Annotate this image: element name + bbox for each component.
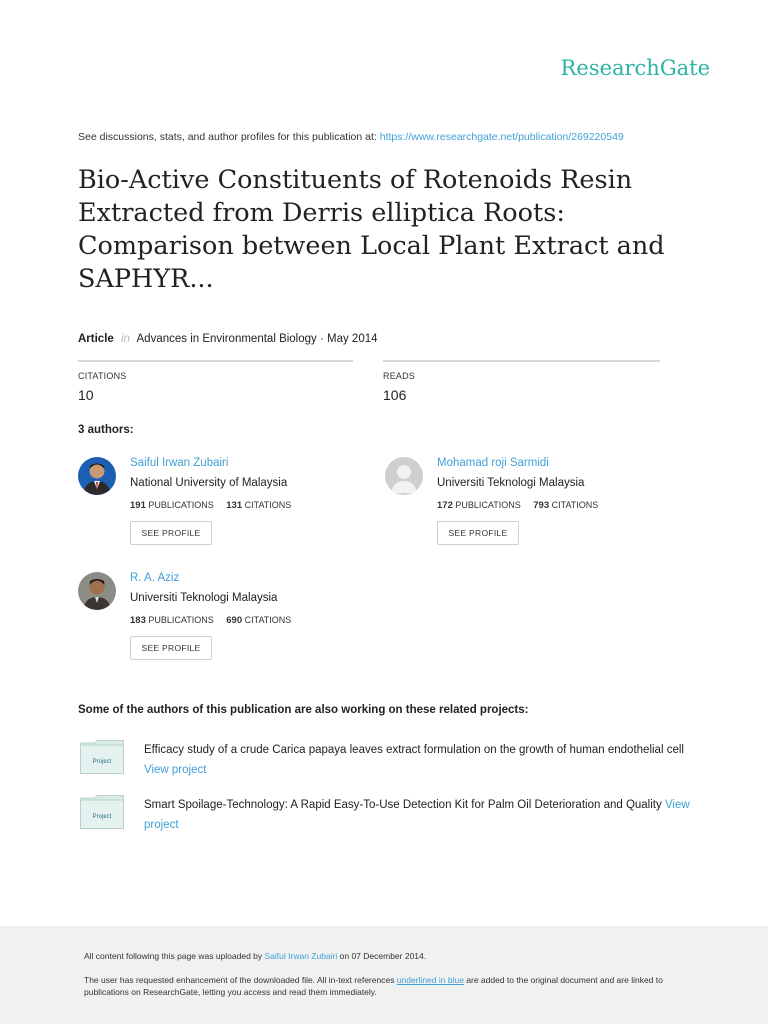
underlined-in-blue-text: underlined in blue bbox=[396, 975, 464, 985]
author-avatar[interactable] bbox=[78, 457, 116, 495]
author-citations-count: 690 bbox=[226, 615, 243, 626]
project-icon-label: Project bbox=[92, 759, 112, 765]
author-institution: Universiti Teknologi Malaysia bbox=[130, 592, 278, 604]
enhancement-text-end: are added to the original document and are linked to publications on ResearchGate, letting you access and read them immediately. bbox=[84, 975, 663, 997]
publications-count: 172 bbox=[437, 500, 453, 511]
researchgate-logo[interactable]: ResearchGate bbox=[560, 56, 710, 80]
publications-label: PUBLICATIONS bbox=[148, 500, 214, 510]
author-citations-count: 131 bbox=[226, 500, 243, 511]
publication-type: Article bbox=[78, 333, 114, 345]
see-profile-button[interactable]: SEE PROFILE bbox=[130, 636, 212, 660]
publications-label: PUBLICATIONS bbox=[148, 615, 214, 625]
citations-divider bbox=[78, 360, 353, 362]
view-project-link[interactable]: View project bbox=[144, 799, 690, 831]
publications-count: 183 bbox=[130, 615, 146, 626]
project-folder-icon bbox=[80, 740, 124, 774]
project-description bbox=[144, 795, 700, 835]
discussion-text: See discussions, stats, and author profiles for this publication at: bbox=[78, 131, 380, 143]
related-projects-heading: Some of the authors of this publication are also working on these related projects: bbox=[78, 704, 529, 716]
author-citations-label: CITATIONS bbox=[551, 500, 599, 510]
upload-note bbox=[84, 951, 426, 961]
authors-heading: 3 authors: bbox=[78, 424, 134, 436]
publications-label: PUBLICATIONS bbox=[455, 500, 521, 510]
author-name-link[interactable]: Saiful Irwan Zubairi bbox=[130, 457, 229, 469]
journal-info: Advances in Environmental Biology · May 2014 bbox=[136, 333, 378, 345]
discussion-line bbox=[78, 131, 624, 143]
reads-label: READS bbox=[383, 371, 416, 381]
author-citations-count: 793 bbox=[533, 500, 550, 511]
see-profile-button[interactable]: SEE PROFILE bbox=[130, 521, 212, 545]
author-institution: National University of Malaysia bbox=[130, 477, 288, 489]
author-name-link[interactable]: R. A. Aziz bbox=[130, 572, 180, 584]
uploader-link[interactable]: Saiful Irwan Zubairi bbox=[264, 951, 338, 961]
author-card bbox=[78, 457, 378, 557]
project-title: Smart Spoilage-Technology: A Rapid Easy-To-Use Detection Kit for Palm Oil Deterioration and Quality bbox=[144, 799, 665, 811]
publication-meta bbox=[78, 333, 378, 345]
project-title: Efficacy study of a crude Carica papaya leaves extract formulation on the growth of human endothelial cell bbox=[144, 744, 684, 756]
footer bbox=[0, 926, 768, 1024]
default-avatar-icon[interactable] bbox=[385, 457, 423, 495]
project-icon-label: Project bbox=[92, 814, 112, 820]
author-card bbox=[78, 572, 378, 672]
author-citations-label: CITATIONS bbox=[244, 500, 292, 510]
upload-date: on 07 December 2014. bbox=[337, 951, 427, 961]
upload-note-text: All content following this page was uploaded by bbox=[84, 951, 265, 961]
see-profile-button[interactable]: SEE PROFILE bbox=[437, 521, 519, 545]
author-stats bbox=[130, 500, 291, 511]
reads-count: 106 bbox=[383, 387, 407, 403]
author-card bbox=[385, 457, 685, 557]
enhancement-note bbox=[84, 974, 704, 998]
publication-url-link[interactable]: https://www.researchgate.net/publication/269220549 bbox=[379, 131, 624, 143]
author-stats bbox=[437, 500, 598, 511]
reads-divider bbox=[383, 360, 660, 362]
citations-label: CITATIONS bbox=[78, 371, 127, 381]
publications-count: 191 bbox=[130, 500, 146, 511]
project-description bbox=[144, 740, 700, 780]
project-folder-icon bbox=[80, 795, 124, 829]
author-name-link[interactable]: Mohamad roji Sarmidi bbox=[437, 457, 549, 469]
citations-count: 10 bbox=[78, 387, 94, 403]
author-avatar[interactable] bbox=[78, 572, 116, 610]
view-project-link[interactable]: View project bbox=[144, 764, 207, 776]
publication-title: Bio-Active Constituents of Rotenoids Resin Extracted from Derris elliptica Roots: Comparison between Local Plant Extract and SAPHYR... bbox=[78, 165, 665, 294]
author-institution: Universiti Teknologi Malaysia bbox=[437, 477, 585, 489]
enhancement-text: The user has requested enhancement of the downloaded file. All in-text references bbox=[84, 975, 397, 985]
author-stats bbox=[130, 615, 291, 626]
in-label: in bbox=[121, 333, 130, 345]
author-citations-label: CITATIONS bbox=[244, 615, 292, 625]
